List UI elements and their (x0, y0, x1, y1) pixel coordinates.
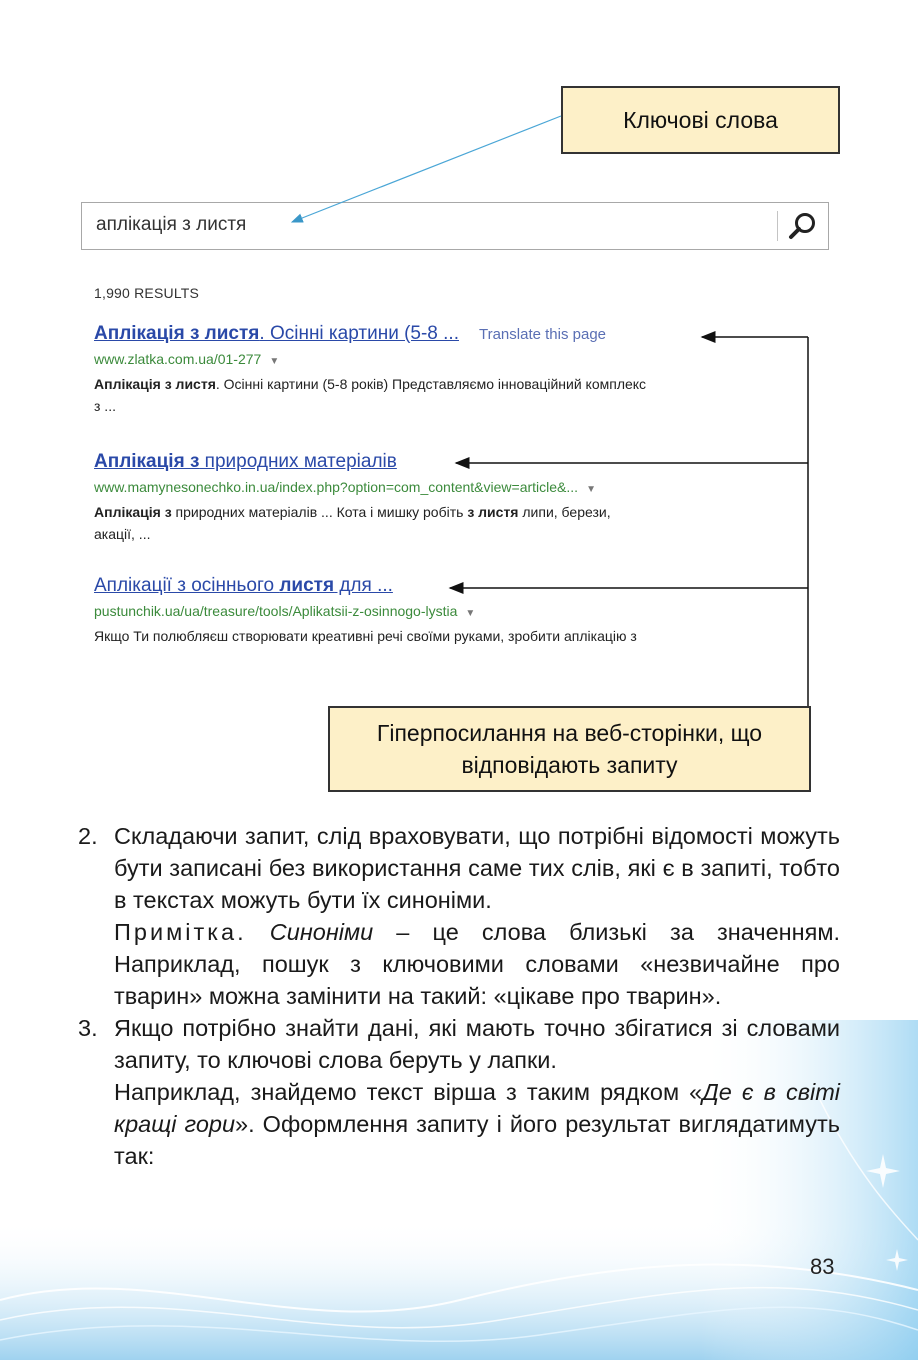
paragraph-example: Наприклад, знайдемо текст вірша з таким рядком «Де є в світі кращі гори». Оформлення запиту і його результат виглядатимуть так: (114, 1079, 840, 1169)
callout-hyperlinks (328, 706, 811, 792)
paragraph: Складаючи запит, слід враховувати, що потрібні відомості можуть бути записані без використання саме тих слів, які є в запиті, тобто в текстах можуть бути їх синоніми. (114, 823, 840, 913)
list-number: 3. (78, 1015, 98, 1041)
search-input[interactable]: аплікація з листя (96, 214, 247, 235)
callout-keywords-text: Ключові слова (623, 106, 778, 133)
result-url: www.mamynesonechko.in.ua/index.php?option=com_content&view=article&... ▼ (94, 479, 596, 495)
search-result (94, 322, 814, 417)
paragraph: Якщо потрібно знайти дані, які мають точно збігатися зі словами запиту, то ключові слова беруть у лапки. (114, 1015, 840, 1073)
translate-link[interactable]: Translate this page (478, 326, 607, 343)
callout-hyperlinks-text: Гіперпосилання на веб-сторінки, що відповідають запиту (376, 720, 763, 778)
result-url: www.zlatka.com.ua/01-277 ▼ (94, 351, 280, 367)
callout-keywords (561, 86, 840, 154)
result-snippet: Якщо Ти полюбляєш створювати креативні речі своїми руками, зробити аплікацію з (94, 628, 637, 644)
list-item-3 (78, 1012, 840, 1172)
page-number: 83 (810, 1254, 835, 1279)
body-text (78, 820, 840, 1172)
search-divider (777, 211, 778, 241)
caret-down-icon[interactable]: ▼ (269, 356, 280, 367)
search-result (94, 450, 814, 545)
note-label: Примітка. (114, 919, 247, 945)
result-link[interactable]: Аплікація з природних матеріалів (94, 451, 397, 472)
result-link[interactable]: Аплікація з листя. Осінні картини (5-8 ... (94, 323, 459, 344)
list-item-2 (78, 820, 840, 1012)
result-link[interactable]: Аплікації з осіннього листя для ... (94, 575, 393, 596)
result-snippet: Аплікація з природних матеріалів ... Кота і мишку робіть з листя липи, берези, акації, ... (94, 504, 611, 542)
magnifier-icon[interactable] (784, 208, 822, 244)
caret-down-icon[interactable]: ▼ (586, 484, 596, 495)
search-box[interactable] (81, 202, 829, 250)
note-term: Синоніми (269, 919, 374, 945)
result-url: pustunchik.ua/ua/treasure/tools/Aplikatsii-z-osinnogo-lystia ▼ (94, 603, 476, 619)
search-result (94, 574, 814, 647)
result-snippet: Аплікація з листя. Осінні картини (5-8 років) Представляємо інноваційний комплекс з ... (94, 376, 647, 414)
note-paragraph: Примітка. Синоніми – це слова близькі за значенням. Наприклад, пошук з ключовими словами «незвичайне про тварин» можна замінити на такий: «цікаве про тварин». (114, 919, 841, 1009)
list-number: 2. (78, 823, 98, 849)
results-count: 1,990 RESULTS (94, 285, 200, 301)
caret-down-icon[interactable]: ▼ (465, 608, 476, 619)
